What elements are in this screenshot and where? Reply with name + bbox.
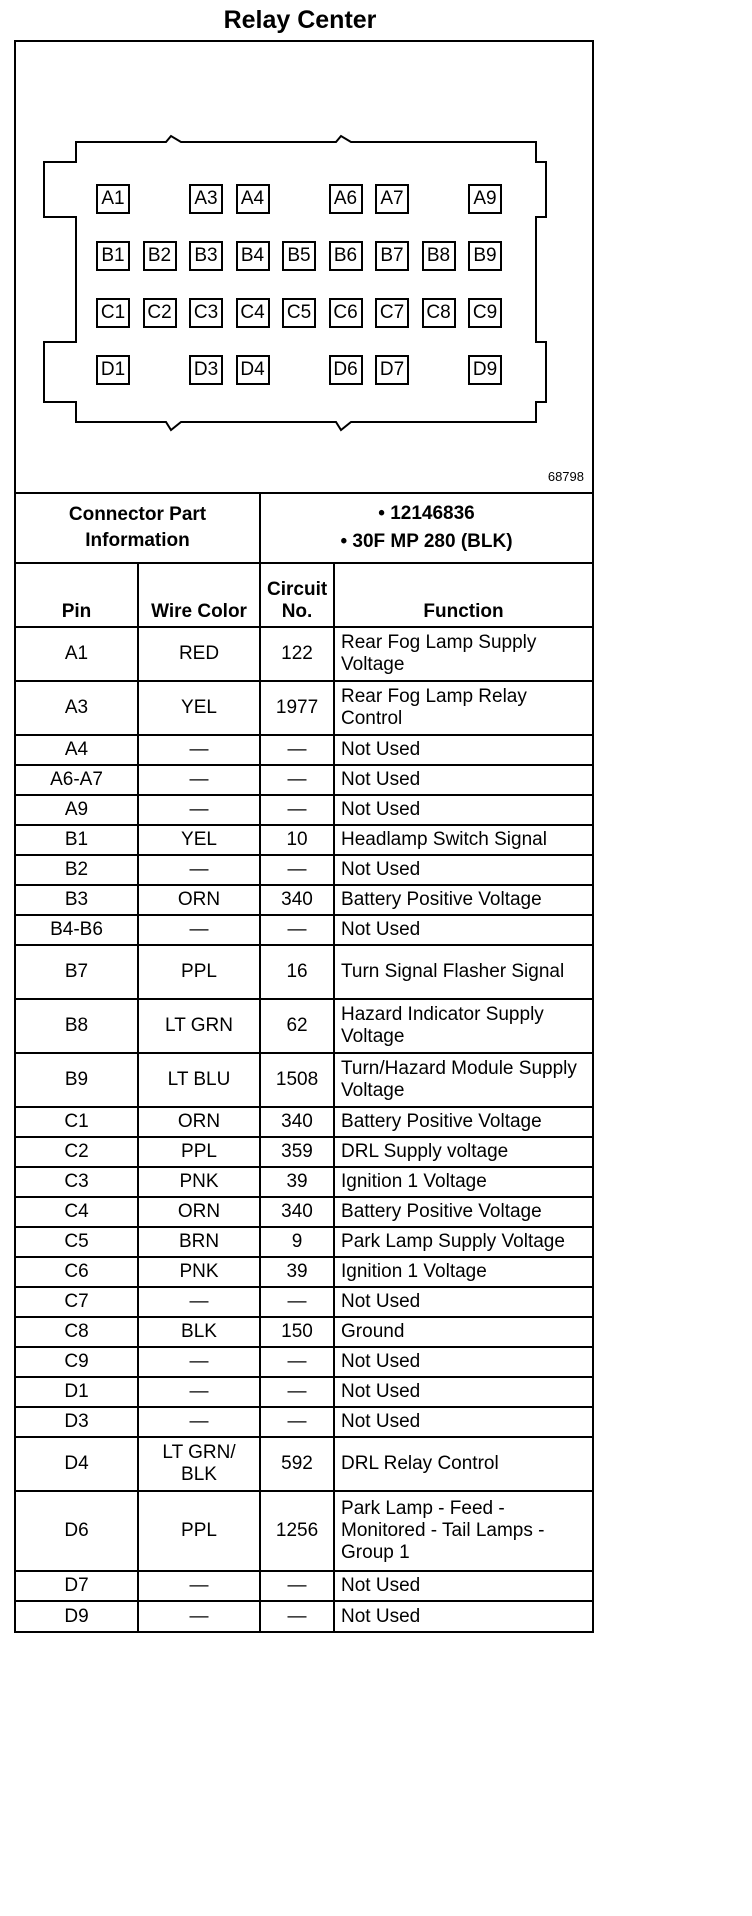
pin-cell: C9: [16, 1347, 138, 1377]
wire-color-cell: —: [138, 1601, 260, 1631]
function-cell: Not Used: [334, 1571, 592, 1601]
pin-cell: A6-A7: [16, 765, 138, 795]
wire-color-cell: YEL: [138, 825, 260, 855]
circuit-no-cell: —: [260, 795, 334, 825]
function-cell: Not Used: [334, 765, 592, 795]
connector-pin-d7: D7: [375, 355, 409, 385]
connector-pin-c2: C2: [143, 298, 177, 328]
connector-pin-c6: C6: [329, 298, 363, 328]
relay-center-frame: [14, 40, 594, 1633]
function-cell: Park Lamp - Feed - Monitored - Tail Lamps - Group 1: [334, 1491, 592, 1571]
circuit-no-cell: 150: [260, 1317, 334, 1347]
circuit-no-cell: —: [260, 765, 334, 795]
table-row: [16, 1571, 592, 1601]
pin-cell: B7: [16, 945, 138, 999]
wire-color-cell: LT GRN: [138, 999, 260, 1053]
circuit-no-cell: 1977: [260, 681, 334, 735]
pin-cell: C2: [16, 1137, 138, 1167]
connector-pin-b1: B1: [96, 241, 130, 271]
part-number: • 12146836: [378, 503, 475, 524]
connector-housing-outline: [44, 136, 546, 430]
wire-color-cell: RED: [138, 627, 260, 681]
wire-color-cell: ORN: [138, 885, 260, 915]
connector-pin-c4: C4: [236, 298, 270, 328]
pin-cell: B2: [16, 855, 138, 885]
table-row: [16, 1197, 592, 1227]
pin-cell: B1: [16, 825, 138, 855]
connector-pin-d3: D3: [189, 355, 223, 385]
wire-color-cell: BLK: [138, 1317, 260, 1347]
wire-color-cell: —: [138, 915, 260, 945]
function-cell: Headlamp Switch Signal: [334, 825, 592, 855]
connector-pin-d4: D4: [236, 355, 270, 385]
circuit-no-cell: 340: [260, 1107, 334, 1137]
table-row: [16, 1287, 592, 1317]
function-cell: Not Used: [334, 795, 592, 825]
wire-color-cell: —: [138, 1407, 260, 1437]
wire-color-cell: PPL: [138, 1491, 260, 1571]
table-row: [16, 825, 592, 855]
connector-part-numbers: [260, 494, 592, 563]
connector-pin-c9: C9: [468, 298, 502, 328]
circuit-no-cell: —: [260, 735, 334, 765]
circuit-no-cell: 592: [260, 1437, 334, 1491]
function-cell: Battery Positive Voltage: [334, 1197, 592, 1227]
function-cell: Battery Positive Voltage: [334, 1107, 592, 1137]
wire-color-cell: —: [138, 765, 260, 795]
function-column-header: Function: [334, 563, 592, 627]
pin-cell: A9: [16, 795, 138, 825]
table-row: [16, 885, 592, 915]
table-row: [16, 1227, 592, 1257]
function-cell: Not Used: [334, 855, 592, 885]
circuit-no-cell: 16: [260, 945, 334, 999]
wire-color-cell: LT BLU: [138, 1053, 260, 1107]
wire-color-cell: PPL: [138, 1137, 260, 1167]
circuit-no-cell: 10: [260, 825, 334, 855]
pin-cell: D9: [16, 1601, 138, 1631]
pin-cell: D4: [16, 1437, 138, 1491]
wire-color-cell: —: [138, 1571, 260, 1601]
connector-pin-c8: C8: [422, 298, 456, 328]
function-cell: Ignition 1 Voltage: [334, 1257, 592, 1287]
function-cell: Not Used: [334, 915, 592, 945]
function-cell: Not Used: [334, 1601, 592, 1631]
connector-pin-b5: B5: [282, 241, 316, 271]
connector-pin-b7: B7: [375, 241, 409, 271]
table-row: [16, 1377, 592, 1407]
wire-color-cell: —: [138, 855, 260, 885]
table-row: [16, 1437, 592, 1491]
pin-cell: A4: [16, 735, 138, 765]
pin-cell: B8: [16, 999, 138, 1053]
function-cell: Rear Fog Lamp Supply Voltage: [334, 627, 592, 681]
circuit-no-cell: —: [260, 1571, 334, 1601]
pin-cell: C7: [16, 1287, 138, 1317]
circuit-no-cell: 340: [260, 885, 334, 915]
connector-pin-c7: C7: [375, 298, 409, 328]
pin-cell: C6: [16, 1257, 138, 1287]
wire-color-cell: —: [138, 1287, 260, 1317]
connector-pin-b9: B9: [468, 241, 502, 271]
circuit-no-cell: —: [260, 1407, 334, 1437]
wire-color-cell: —: [138, 1377, 260, 1407]
connector-pin-a9: A9: [468, 184, 502, 214]
pin-cell: B9: [16, 1053, 138, 1107]
wire-color-cell: ORN: [138, 1197, 260, 1227]
circuit-no-cell: 62: [260, 999, 334, 1053]
pin-cell: A1: [16, 627, 138, 681]
wire-color-cell: —: [138, 735, 260, 765]
column-header-row: [16, 563, 592, 627]
function-cell: Hazard Indicator Supply Voltage: [334, 999, 592, 1053]
connector-pin-a1: A1: [96, 184, 130, 214]
function-cell: Park Lamp Supply Voltage: [334, 1227, 592, 1257]
table-row: [16, 765, 592, 795]
circuit-no-cell: 359: [260, 1137, 334, 1167]
connector-pin-c5: C5: [282, 298, 316, 328]
figure-number: 68798: [547, 469, 584, 484]
pin-cell: C5: [16, 1227, 138, 1257]
circuit-no-cell: 122: [260, 627, 334, 681]
wire-color-column-header: Wire Color: [138, 563, 260, 627]
table-row: [16, 627, 592, 681]
circuit-no-cell: 9: [260, 1227, 334, 1257]
connector-pin-d1: D1: [96, 355, 130, 385]
function-cell: Rear Fog Lamp Relay Control: [334, 681, 592, 735]
function-cell: Not Used: [334, 1287, 592, 1317]
table-row: [16, 795, 592, 825]
circuit-no-cell: 1256: [260, 1491, 334, 1571]
wire-color-cell: ORN: [138, 1107, 260, 1137]
function-cell: Not Used: [334, 735, 592, 765]
circuit-no-cell: 340: [260, 1197, 334, 1227]
pin-cell: B4-B6: [16, 915, 138, 945]
pin-cell: C4: [16, 1197, 138, 1227]
function-cell: Ignition 1 Voltage: [334, 1167, 592, 1197]
table-row: [16, 1601, 592, 1631]
table-row: [16, 1167, 592, 1197]
circuit-no-cell: —: [260, 1287, 334, 1317]
function-cell: Turn Signal Flasher Signal: [334, 945, 592, 999]
table-row: [16, 945, 592, 999]
circuit-no-cell: 1508: [260, 1053, 334, 1107]
part-number: • 30F MP 280 (BLK): [340, 531, 513, 552]
function-cell: DRL Relay Control: [334, 1437, 592, 1491]
pin-cell: C1: [16, 1107, 138, 1137]
circuit-no-cell: 39: [260, 1257, 334, 1287]
circuit-no-cell: 39: [260, 1167, 334, 1197]
connector-pin-d9: D9: [468, 355, 502, 385]
pin-cell: B3: [16, 885, 138, 915]
wire-color-cell: BRN: [138, 1227, 260, 1257]
function-cell: Ground: [334, 1317, 592, 1347]
circuit-no-cell: —: [260, 915, 334, 945]
table-row: [16, 735, 592, 765]
table-row: [16, 1407, 592, 1437]
table-row: [16, 915, 592, 945]
pin-cell: D6: [16, 1491, 138, 1571]
function-cell: DRL Supply voltage: [334, 1137, 592, 1167]
wire-color-cell: PPL: [138, 945, 260, 999]
function-cell: Not Used: [334, 1347, 592, 1377]
page-title: Relay Center: [223, 6, 377, 34]
circuit-no-cell: —: [260, 1347, 334, 1377]
pin-cell: A3: [16, 681, 138, 735]
table-row: [16, 855, 592, 885]
table-row: [16, 999, 592, 1053]
wire-color-cell: PNK: [138, 1167, 260, 1197]
connector-diagram: [16, 42, 592, 494]
function-cell: Turn/Hazard Module Supply Voltage: [334, 1053, 592, 1107]
connector-pin-d6: D6: [329, 355, 363, 385]
connector-pin-a7: A7: [375, 184, 409, 214]
function-cell: Battery Positive Voltage: [334, 885, 592, 915]
pin-cell: C3: [16, 1167, 138, 1197]
connector-pin-b4: B4: [236, 241, 270, 271]
table-row: [16, 1137, 592, 1167]
wire-color-cell: YEL: [138, 681, 260, 735]
circuit-no-cell: —: [260, 1377, 334, 1407]
table-row: [16, 681, 592, 735]
connector-pin-a3: A3: [189, 184, 223, 214]
circuit-no-cell: —: [260, 855, 334, 885]
connector-pin-b3: B3: [189, 241, 223, 271]
pin-column-header: Pin: [16, 563, 138, 627]
function-cell: Not Used: [334, 1407, 592, 1437]
wire-color-cell: LT GRN/ BLK: [138, 1437, 260, 1491]
pin-cell: D1: [16, 1377, 138, 1407]
connector-pin-b6: B6: [329, 241, 363, 271]
pinout-table: [16, 494, 592, 1631]
table-row: [16, 1347, 592, 1377]
wire-color-cell: PNK: [138, 1257, 260, 1287]
wire-color-cell: —: [138, 1347, 260, 1377]
connector-pin-c1: C1: [96, 298, 130, 328]
wire-color-cell: —: [138, 795, 260, 825]
table-row: [16, 1317, 592, 1347]
pin-cell: D3: [16, 1407, 138, 1437]
connector-pin-b2: B2: [143, 241, 177, 271]
function-cell: Not Used: [334, 1377, 592, 1407]
table-row: [16, 1491, 592, 1571]
pin-cell: C8: [16, 1317, 138, 1347]
connector-part-info-label: Connector Part Information: [16, 494, 260, 563]
connector-pin-c3: C3: [189, 298, 223, 328]
connector-pin-a6: A6: [329, 184, 363, 214]
pin-cell: D7: [16, 1571, 138, 1601]
connector-info-row: [16, 494, 592, 563]
connector-pin-b8: B8: [422, 241, 456, 271]
circuit-no-cell: —: [260, 1601, 334, 1631]
table-row: [16, 1107, 592, 1137]
table-row: [16, 1257, 592, 1287]
table-row: [16, 1053, 592, 1107]
connector-pin-a4: A4: [236, 184, 270, 214]
circuit-no-column-header: Circuit No.: [260, 563, 334, 627]
